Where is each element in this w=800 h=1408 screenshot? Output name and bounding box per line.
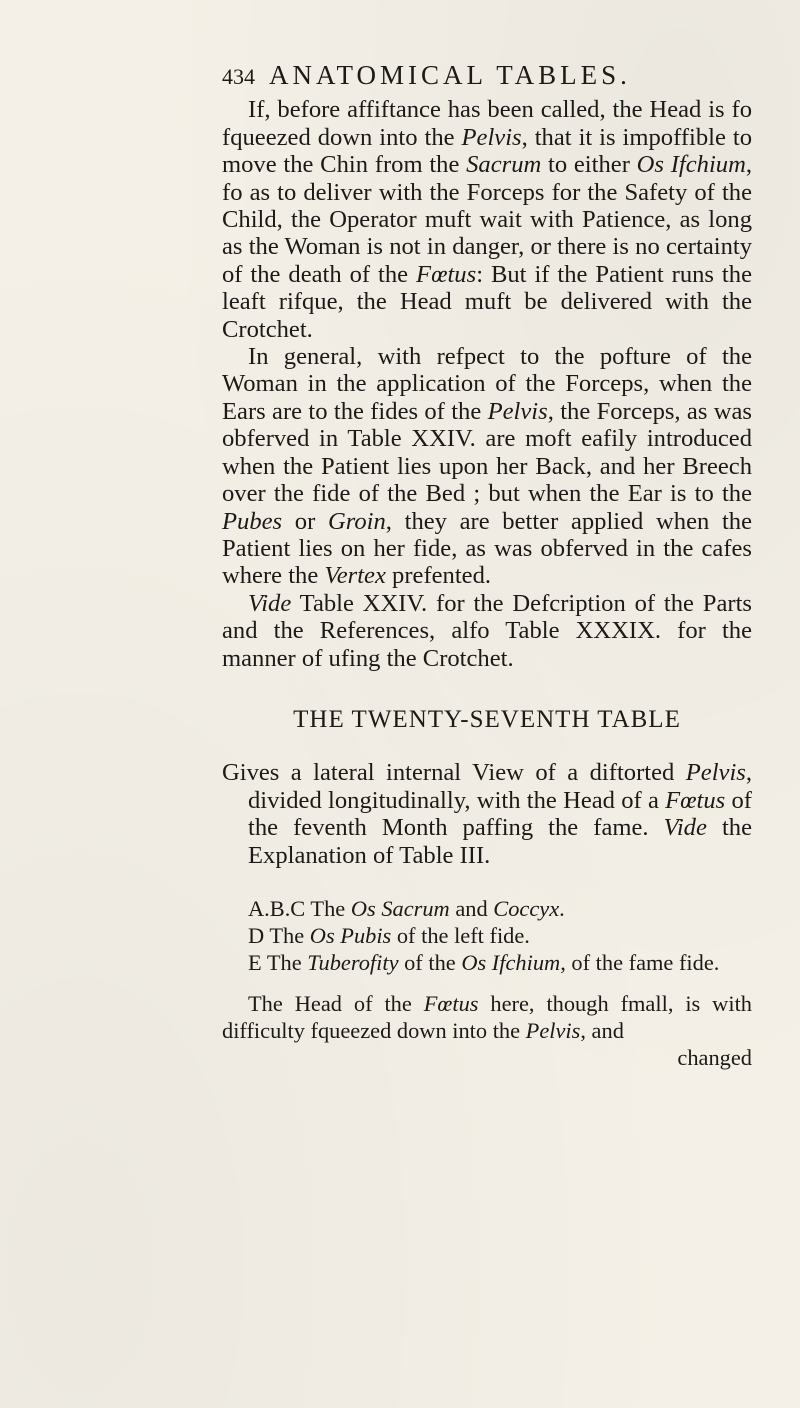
italic-term: Os Ifchium	[461, 949, 561, 975]
italic-term: Vertex	[324, 562, 386, 590]
paragraph-vide: Vide Table XXIV. for the Defcription of the Parts and the References, alfo Table XXXIX. for the manner of ufing the Crotchet.	[222, 589, 752, 672]
italic-term: Os Pubis	[309, 922, 392, 948]
closing-paragraph: The Head of the Fœtus here, though fmall, is with difficulty fqueezed down into the Pelvis, and	[222, 990, 752, 1043]
text-block	[222, 62, 752, 1071]
reference-item: E The Tuberofity of the Os Ifchium, of the fame fide.	[248, 949, 720, 975]
section-title: THE TWENTY-SEVENTH TABLE	[293, 705, 681, 733]
italic-term: Fœtus	[665, 786, 726, 814]
italic-term: Vide	[248, 589, 292, 617]
paragraph-posture: In general, with refpect to the pofture of the Woman in the application of the Forceps, when the Ears are to the fides of the Pelvis, the Forceps, as was obferved in Table XXIV. are moft eafily introduced when the Patient lies upon her Back, and her Breech over the fide of the Bed ; but when the Ear is to the Pubes or Groin, they are better applied when the Patient lies on her fide, as was obferved in the cafes where the Vertex prefented.	[222, 343, 752, 590]
page-number: 434	[222, 64, 255, 89]
italic-term: Coccyx	[493, 895, 560, 921]
table-description: Gives a lateral internal View of a diftorted Pelvis, divided longitudinally, with the Head of a Fœtus of the feventh Month paffing the fame. Vide the Explanation of Table III.	[222, 759, 752, 869]
reference-list	[222, 895, 752, 976]
italic-term: Fœtus	[416, 260, 477, 288]
italic-term: Os Sacrum	[350, 895, 450, 921]
italic-term: Tuberofity	[307, 949, 399, 975]
italic-term: Fœtus	[423, 990, 479, 1016]
reference-item: D The Os Pubis of the left fide.	[248, 922, 530, 948]
reference-item: A.B.C The Os Sacrum and Coccyx.	[248, 895, 565, 921]
italic-term: Groin	[327, 507, 386, 535]
page-header	[222, 62, 752, 90]
italic-term: Vide	[663, 814, 707, 842]
paragraph-forceps-crotchet: If, before affiftance has been called, the Head is fo fqueezed down into the Pelvis, that it is impoffible to move the Chin from the Sacrum to either Os Ifchium, fo as to deliver with the Forceps for the Safety of the Child, the Operator muft wait with Patience, as long as the Woman is not in danger, or there is no certainty of the death of the Fœtus: But if the Patient runs the leaft rifque, the Head muft be delivered with the Crotchet.	[222, 96, 753, 343]
italic-term: Pelvis	[461, 123, 522, 151]
italic-term: Pelvis	[487, 397, 548, 425]
running-head: ANATOMICAL TABLES.	[269, 60, 631, 90]
italic-term: Os Ifchium	[636, 151, 746, 179]
italic-term: Pelvis	[685, 759, 746, 787]
catchword: changed	[677, 1044, 752, 1070]
italic-term: Pelvis	[525, 1017, 581, 1043]
italic-term: Pubes	[222, 507, 283, 535]
italic-term: Sacrum	[466, 151, 542, 179]
